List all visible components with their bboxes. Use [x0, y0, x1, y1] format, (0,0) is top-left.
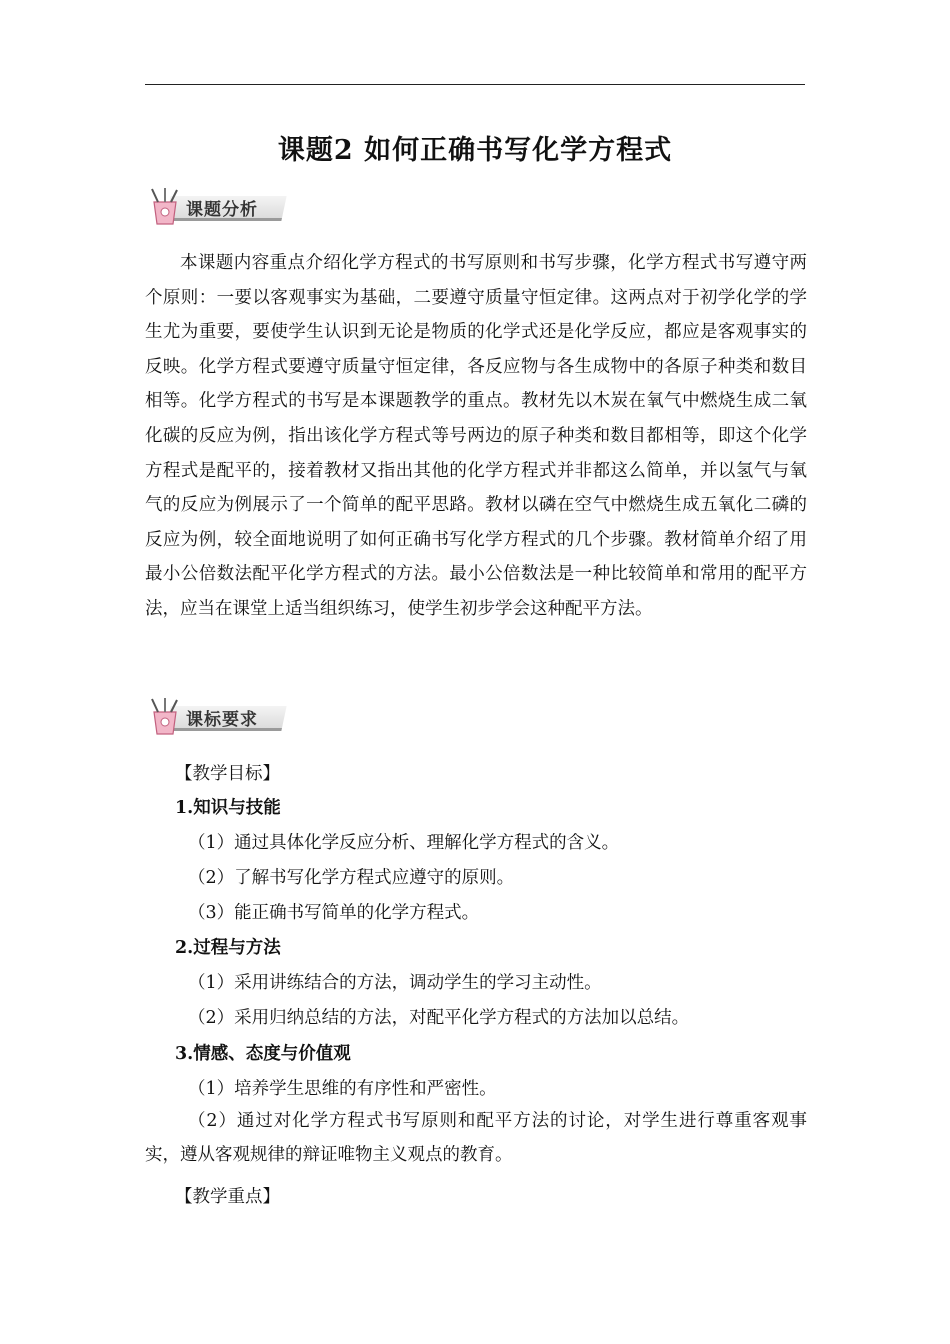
page-title: 课题2 如何正确书写化学方程式 — [277, 135, 673, 166]
section-banner-standards — [146, 696, 286, 738]
list-item: （2）采用归纳总结的方法，对配平化学方程式的方法加以总结。 — [188, 1008, 690, 1028]
pen-holder-icon — [146, 696, 188, 738]
emotion-heading: 3.情感、态度与价值观 — [175, 1044, 351, 1064]
list-item: （2）通过对化学方程式书写原则和配平方法的讨论，对学生进行尊重客观事实，遵从客观规律的辩证唯物主义观点的教育。 — [145, 1111, 807, 1165]
section-label-analysis: 课题分析 — [186, 200, 258, 220]
section-banner-analysis — [146, 186, 286, 228]
analysis-paragraph: 本课题内容重点介绍化学方程式的书写原则和书写步骤，化学方程式书写遵守两个原则：一要以客观事实为基础，二要遵守质量守恒定律。这两点对于初学化学的学生尤为重要，要使学生认识到无论是物质的化学式还是化学反应，都应是客观事实的反映。化学方程式要遵守质量守恒定律，各反应物与各生成物中的各原子种类和数目相等。化学方程式的书写是本课题教学的重点。教材先以木炭在氧气中燃烧生成二氧化碳的反应为例，指出该化学方程式等号两边的原子种类和数目都相等，即这个化学方程式是配平的，接着教材又指出其他的化学方程式并非都这么简单，并以氢气与氧气的反应为例展示了一个简单的配平思路。教材以磷在空气中燃烧生成五氧化二磷的反应为例，较全面地说明了如何正确书写化学方程式的几个步骤。教材简单介绍了用最小公倍数法配平化学方程式的方法。最小公倍数法是一种比较简单和常用的配平方法，应当在课堂上适当组织练习，使学生初步学会这种配平方法。 — [145, 253, 807, 619]
pen-holder-icon — [146, 186, 188, 228]
goals-heading: 【教学目标】 — [175, 764, 280, 784]
list-item: （3）能正确书写简单的化学方程式。 — [188, 903, 480, 923]
list-item: （1）采用讲练结合的方法，调动学生的学习主动性。 — [188, 973, 602, 993]
header-rule — [145, 84, 805, 85]
list-item: （1）通过具体化学反应分析、理解化学方程式的含义。 — [188, 833, 620, 853]
knowledge-heading: 1.知识与技能 — [175, 798, 281, 818]
section-label-standards: 课标要求 — [186, 710, 258, 730]
list-item: （1）培养学生思维的有序性和严密性。 — [188, 1079, 497, 1099]
key-points-heading: 【教学重点】 — [175, 1187, 280, 1207]
list-item: （2）了解书写化学方程式应遵守的原则。 — [188, 868, 515, 888]
process-heading: 2.过程与方法 — [175, 938, 281, 958]
